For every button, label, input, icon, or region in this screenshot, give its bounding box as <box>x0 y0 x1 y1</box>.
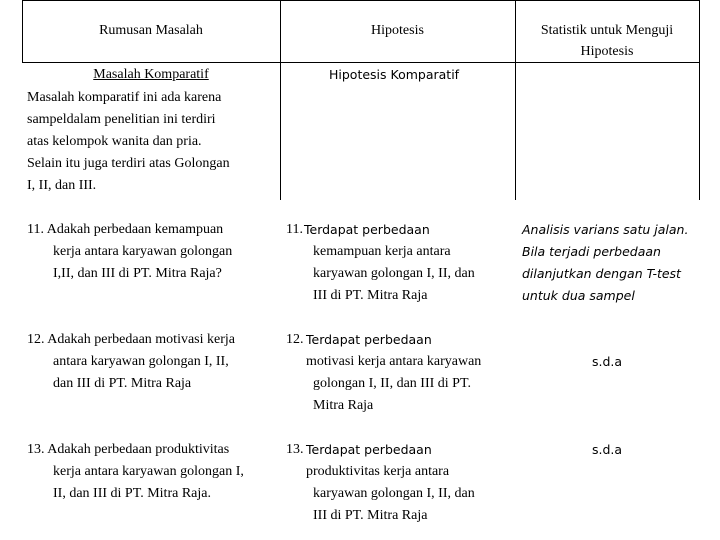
hypothesis-number: 13. <box>286 442 304 457</box>
statistic-line: dilanjutkan dengan T-test <box>522 266 681 281</box>
hypothesis-line: Mitra Raja <box>313 398 374 413</box>
statistic-line: untuk dua sampel <box>522 288 635 303</box>
section-title: Masalah Komparatif <box>93 67 209 82</box>
description-line: Masalah komparatif ini ada karena <box>27 90 222 105</box>
problem-line: kerja antara karyawan golongan <box>53 244 233 259</box>
table-border-right <box>699 0 700 200</box>
description-line: I, II, dan III. <box>27 178 97 193</box>
hypothesis-section-title: Hipotesis Komparatif <box>329 67 460 82</box>
hypothesis-lead: Terdapat perbedaan <box>304 222 430 237</box>
problem-line: antara karyawan golongan I, II, <box>53 354 229 369</box>
problem-line: II, dan III di PT. Mitra Raja. <box>53 486 211 501</box>
hypothesis-line: III di PT. Mitra Raja <box>313 508 428 523</box>
statistic-same-as-above: s.d.a <box>591 442 623 457</box>
problem-line: 11. Adakah perbedaan kemampuan <box>27 222 224 237</box>
hypothesis-lead: Terdapat perbedaan <box>306 332 432 347</box>
hypothesis-line: produktivitas kerja antara <box>306 464 450 479</box>
hypothesis-number: 12. <box>286 332 304 347</box>
hypothesis-line: III di PT. Mitra Raja <box>313 288 428 303</box>
statistic-same-as-above: s.d.a <box>591 354 623 369</box>
header-statistik-line-2: Hipotesis <box>580 44 634 59</box>
header-rumusan-masalah: Rumusan Masalah <box>99 23 203 38</box>
table-border-top <box>22 0 700 1</box>
problem-line: I,II, dan III di PT. Mitra Raja? <box>53 266 222 281</box>
description-line: Selain itu juga terdiri atas Golongan <box>27 156 230 171</box>
hypothesis-line: motivasi kerja antara karyawan <box>306 354 482 369</box>
header-statistik-line-1: Statistik untuk Menguji <box>540 23 674 38</box>
problem-line: kerja antara karyawan golongan I, <box>53 464 244 479</box>
hypothesis-lead: Terdapat perbedaan <box>306 442 432 457</box>
hypothesis-line: kemampuan kerja antara <box>313 244 451 259</box>
problem-line: 13. Adakah perbedaan produktivitas <box>27 442 230 457</box>
hypothesis-line: golongan I, II, dan III di PT. <box>313 376 471 391</box>
hypothesis-line: karyawan golongan I, II, dan <box>313 266 475 281</box>
statistic-line: Analisis varians satu jalan. <box>522 222 689 237</box>
description-line: sampeldalam penelitian ini terdiri <box>27 112 216 127</box>
statistic-line: Bila terjadi perbedaan <box>522 244 661 259</box>
hypothesis-line: karyawan golongan I, II, dan <box>313 486 475 501</box>
problem-line: dan III di PT. Mitra Raja <box>53 376 192 391</box>
header-hipotesis: Hipotesis <box>371 23 424 38</box>
hypothesis-number: 11. <box>286 222 303 237</box>
problem-line: 12. Adakah perbedaan motivasi kerja <box>27 332 235 347</box>
description-line: atas kelompok wanita dan pria. <box>27 134 202 149</box>
